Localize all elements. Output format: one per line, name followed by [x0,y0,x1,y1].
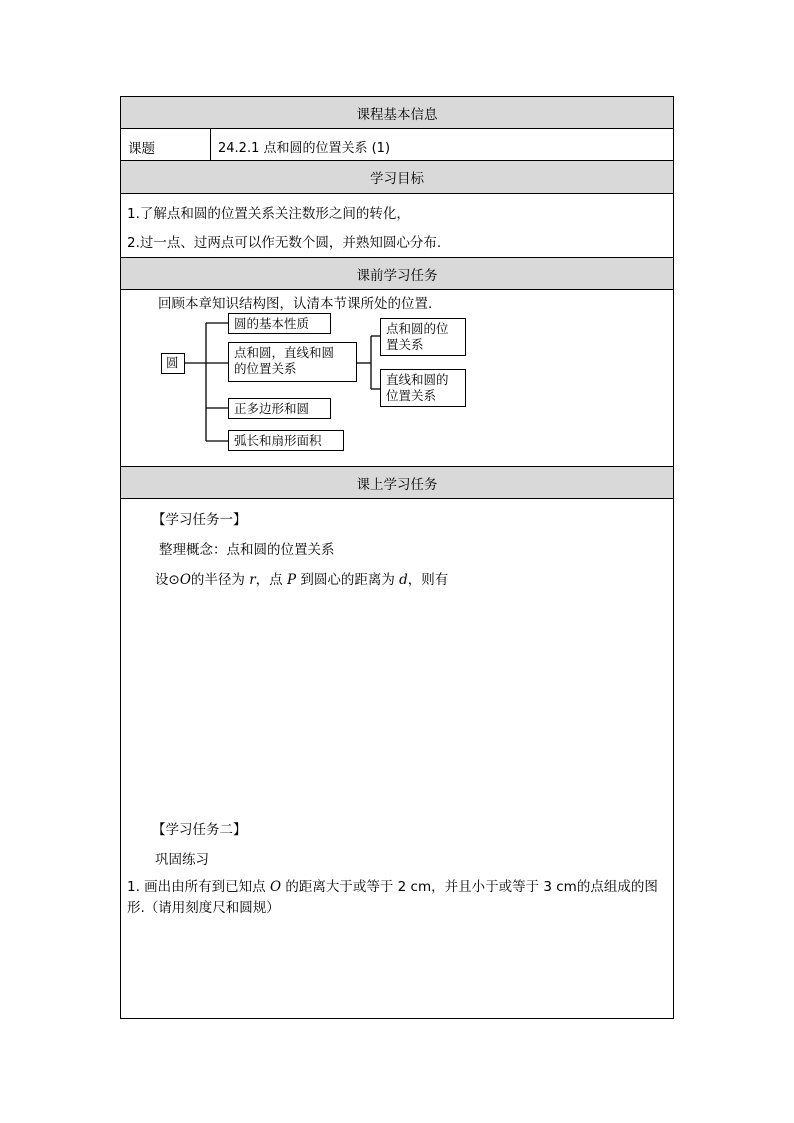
pre-task-intro: 回顾本章知识结构图，认清本节课所处的位置. [158,296,433,312]
diagram-node-position-relations [228,342,357,382]
task1-text-c: ，点 [255,572,283,588]
diagram-node-basic-properties: 圆的基本性质 [228,313,331,334]
diagram-node-line-circle-line2: 位置关系 [386,388,437,403]
exercise-1-text-b: 的距离大于或等于 2 cm，并且小于或等于 3 cm的点组成的图 [285,879,658,895]
task1-distance-d: d [399,572,408,588]
task1-text-d: 到圆心的距离为 [300,572,395,588]
task2-subtitle: 巩固练习 [155,852,209,868]
diagram-node-point-circle-line2: 置关系 [386,337,424,352]
diagram-node-root: 圆 [161,353,185,374]
pre-task-body [121,290,673,467]
diagram-node-arc-sector: 弧长和扇形面积 [228,430,344,451]
task1-statement [155,568,448,588]
task1-text-a: 设⊙ [155,572,180,588]
class-task-body [121,499,673,1018]
topic-value: 24.2.1 点和圆的位置关系 (1) [218,141,391,156]
goals-header [121,161,673,194]
pre-task-header [121,258,673,290]
task1-subtitle: 整理概念：点和圆的位置关系 [159,542,335,558]
task1-point-P: P [286,572,297,588]
task1-circle-O: O [179,572,191,588]
diagram-node-point-circle-line1: 点和圆的位 [386,321,449,336]
lesson-table [120,96,674,1019]
topic-label: 课题 [128,141,155,157]
task1-text-e: ，则有 [407,572,449,588]
task1-radius-r: r [249,572,256,588]
goals-body [121,194,673,258]
exercise-1-line2: 形.（请用刻度尺和圆规） [127,900,280,916]
goal-item-1: 1.了解点和圆的位置关系关注数形之间的转化， [127,206,410,222]
knowledge-structure-diagram [121,290,673,467]
pre-task-header-text: 课前学习任务 [356,267,438,284]
diagram-node-regular-polygon: 正多边形和圆 [228,398,331,419]
diagram-node-position-relations-line1: 点和圆，直线和圆 [234,345,335,360]
diagram-node-position-relations-line2: 的位置关系 [234,361,297,376]
basic-info-header-text: 课程基本信息 [356,106,438,123]
goals-header-text: 学习目标 [370,171,424,187]
class-task-header [121,467,673,499]
exercise-1-text-a: 1. 画出由所有到已知点 [127,879,266,895]
basic-info-header [121,97,673,129]
diagram-node-point-circle [380,318,466,356]
goal-item-2: 2.过一点、过两点可以作无数个圆，并熟知圆心分布. [127,235,442,251]
diagram-node-line-circle-line1: 直线和圆的 [386,372,449,387]
exercise-1-point-O: O [269,879,282,895]
diagram-node-line-circle [380,369,466,407]
class-task-header-text: 课上学习任务 [356,476,438,493]
task1-title: 【学习任务一】 [152,512,247,528]
exercise-1-line1 [127,875,658,895]
task2-title: 【学习任务二】 [152,822,247,838]
topic-row [121,129,673,161]
task1-text-b: 的半径为 [190,572,245,588]
